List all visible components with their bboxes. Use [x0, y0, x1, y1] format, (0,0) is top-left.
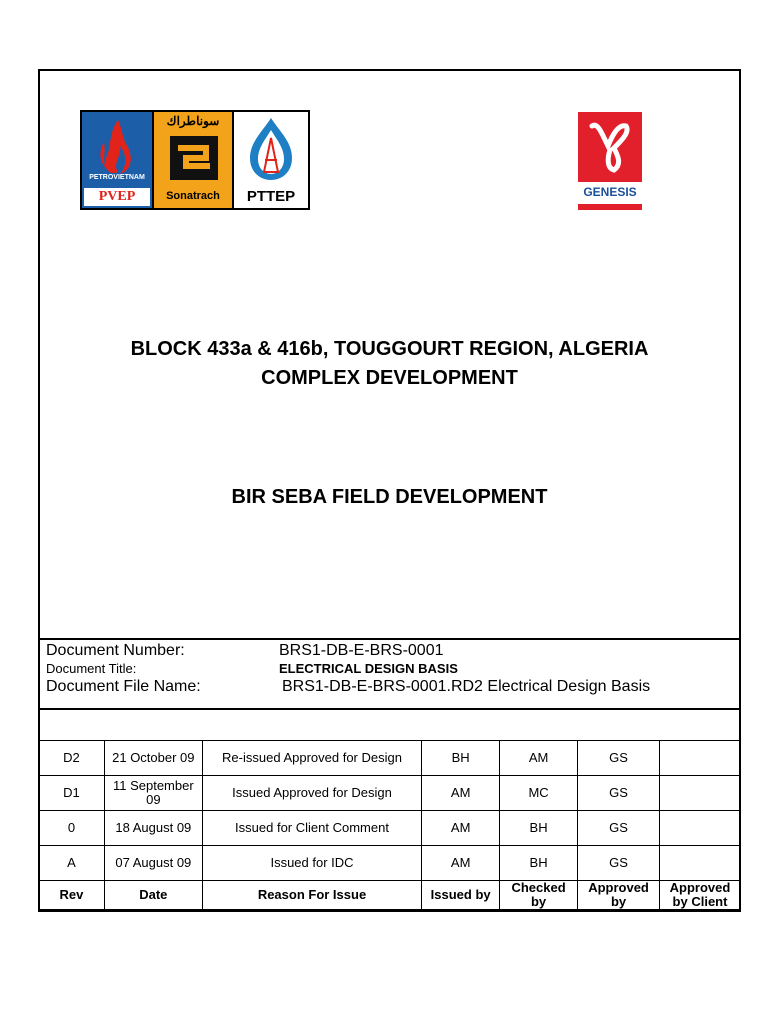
revision-reason-cell: Issued Approved for Design [202, 776, 421, 811]
doc-file-label: Document File Name: [46, 678, 201, 695]
pttep-logo [234, 112, 308, 208]
pttep-label: PTTEP [246, 188, 296, 205]
title-line-2: COMPLEX DEVELOPMENT [261, 367, 518, 389]
revision-approved-cell: GS [578, 776, 660, 811]
pvep-label: PVEP [84, 188, 150, 206]
revision-approved-cell: GS [578, 846, 660, 881]
title-line-3: BIR SEBA FIELD DEVELOPMENT [231, 486, 548, 508]
revision-header-row [39, 881, 741, 910]
revision-issued-cell: BH [422, 741, 500, 776]
pvep-top-label: PETROVIETNAM [89, 174, 145, 181]
revision-reason-cell: Issued for IDC [202, 846, 421, 881]
revision-table [38, 740, 741, 910]
header-reason-cell: Reason For Issue [202, 881, 421, 910]
revision-row [39, 741, 741, 776]
revision-client-cell [660, 811, 741, 846]
revision-date-cell: 07 August 09 [104, 846, 202, 881]
revision-approved-cell: GS [578, 811, 660, 846]
revision-checked-cell: MC [500, 776, 578, 811]
revision-client-cell [660, 846, 741, 881]
pvep-logo [82, 112, 154, 208]
header-client-cell: Approved by Client [660, 881, 741, 910]
revision-issued-cell: AM [422, 846, 500, 881]
revision-rev-cell: 0 [39, 811, 105, 846]
document-info [38, 638, 741, 710]
sonatrach-logo [154, 112, 234, 208]
revision-client-cell [660, 741, 741, 776]
genesis-label: GENESIS [583, 185, 637, 199]
pttep-drop-icon [234, 114, 308, 184]
revision-approved-cell: GS [578, 741, 660, 776]
doc-title-label: Document Title: [46, 661, 137, 676]
sonatrach-arabic-label: سوناطراك [166, 114, 220, 128]
revision-date-cell: 18 August 09 [104, 811, 202, 846]
revision-row [39, 846, 741, 881]
doc-file-value: BRS1-DB-E-BRS-0001.RD2 Electrical Design Basis [282, 678, 651, 695]
revision-date-cell: 11 September 09 [104, 776, 202, 811]
revision-checked-cell: BH [500, 811, 578, 846]
header-date-cell: Date [104, 881, 202, 910]
sonatrach-emblem-icon [164, 132, 224, 184]
revision-checked-cell: BH [500, 846, 578, 881]
revision-reason-cell: Re-issued Approved for Design [202, 741, 421, 776]
revision-rev-cell: D2 [39, 741, 105, 776]
revision-issued-cell: AM [422, 776, 500, 811]
header-issued-cell: Issued by [422, 881, 500, 910]
revision-client-cell [660, 776, 741, 811]
revision-issued-cell: AM [422, 811, 500, 846]
header-approved-cell: Approved by [578, 881, 660, 910]
revision-row [39, 776, 741, 811]
sonatrach-label: Sonatrach [166, 190, 220, 202]
revision-row [39, 811, 741, 846]
header-checked-cell: Checked by [500, 881, 578, 910]
revision-rev-cell: D1 [39, 776, 105, 811]
genesis-logo [578, 112, 642, 212]
header-rev-cell: Rev [39, 881, 105, 910]
revision-date-cell: 21 October 09 [104, 741, 202, 776]
doc-number-value: BRS1-DB-E-BRS-0001 [279, 642, 444, 659]
doc-title-value: ELECTRICAL DESIGN BASIS [279, 661, 458, 676]
blank-row [38, 708, 741, 742]
revision-checked-cell: AM [500, 741, 578, 776]
partner-logos [80, 110, 310, 210]
revision-reason-cell: Issued for Client Comment [202, 811, 421, 846]
title-line-1: BLOCK 433a & 416b, TOUGGOURT REGION, ALGERIA [130, 338, 649, 360]
revision-rev-cell: A [39, 846, 105, 881]
doc-number-label: Document Number: [46, 642, 185, 659]
